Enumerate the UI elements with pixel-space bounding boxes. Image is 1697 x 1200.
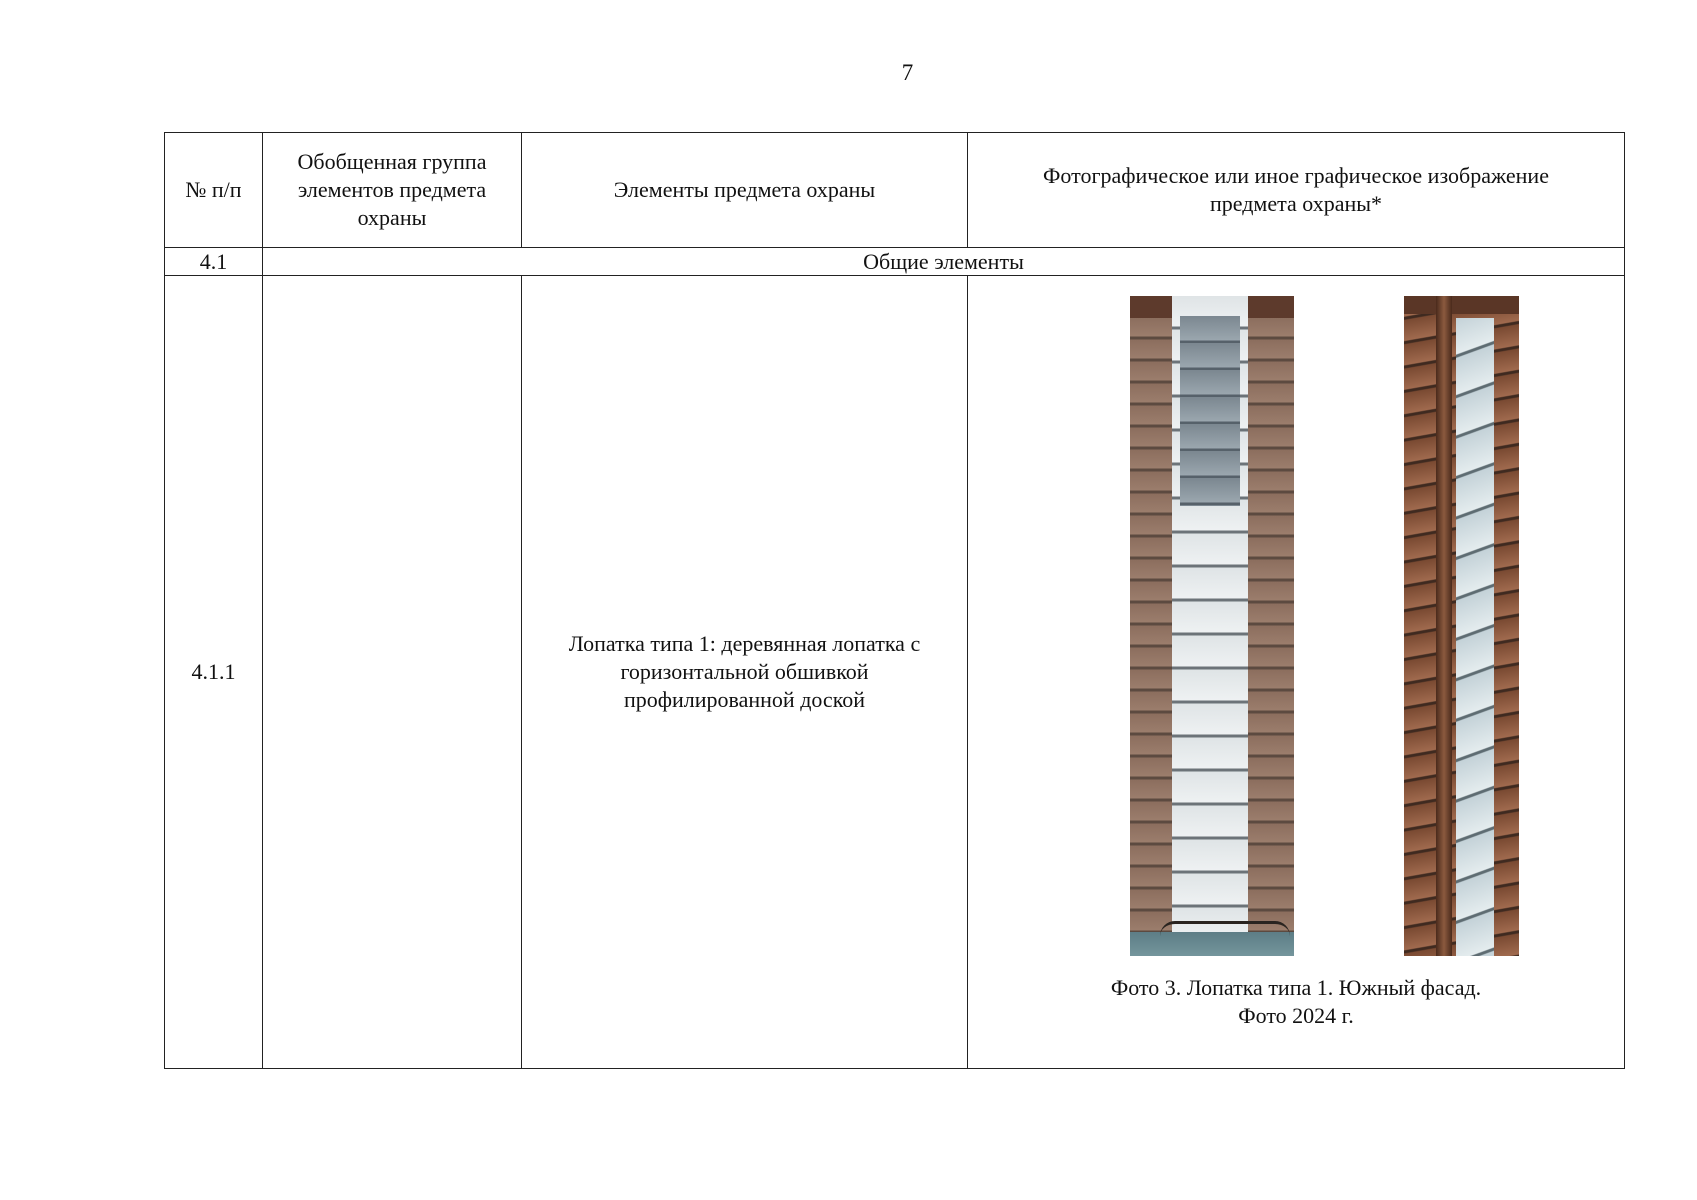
page-number: 7 [901,60,914,85]
row-element: Лопатка типа 1: деревянная лопатка с горизонтальной обшивкой профилированной доской [522,276,968,1069]
photo-caption [968,974,1624,1030]
section-number: 4.1 [165,248,263,276]
pilaster-photo-2 [1404,296,1519,956]
table-row [165,276,1625,1069]
pilaster-photo-1 [1130,296,1294,956]
protection-elements-table [164,132,1625,1069]
row-number: 4.1.1 [165,276,263,1069]
table-header-row [165,133,1625,248]
photo-group [968,296,1624,956]
header-group: Обобщенная группа элементов предмета охраны [263,133,522,248]
section-title: Общие элементы [263,248,1625,276]
header-number: № п/п [165,133,263,248]
caption-line-1: Фото 3. Лопатка типа 1. Южный фасад. [1110,975,1482,1000]
header-image: Фотографическое или иное графическое изображение предмета охраны* [968,133,1625,248]
section-row [165,248,1625,276]
caption-line-2: Фото 2024 г. [1238,1003,1354,1028]
row-group [263,276,522,1069]
row-image-cell [968,276,1625,1069]
header-elements: Элементы предмета охраны [522,133,968,248]
